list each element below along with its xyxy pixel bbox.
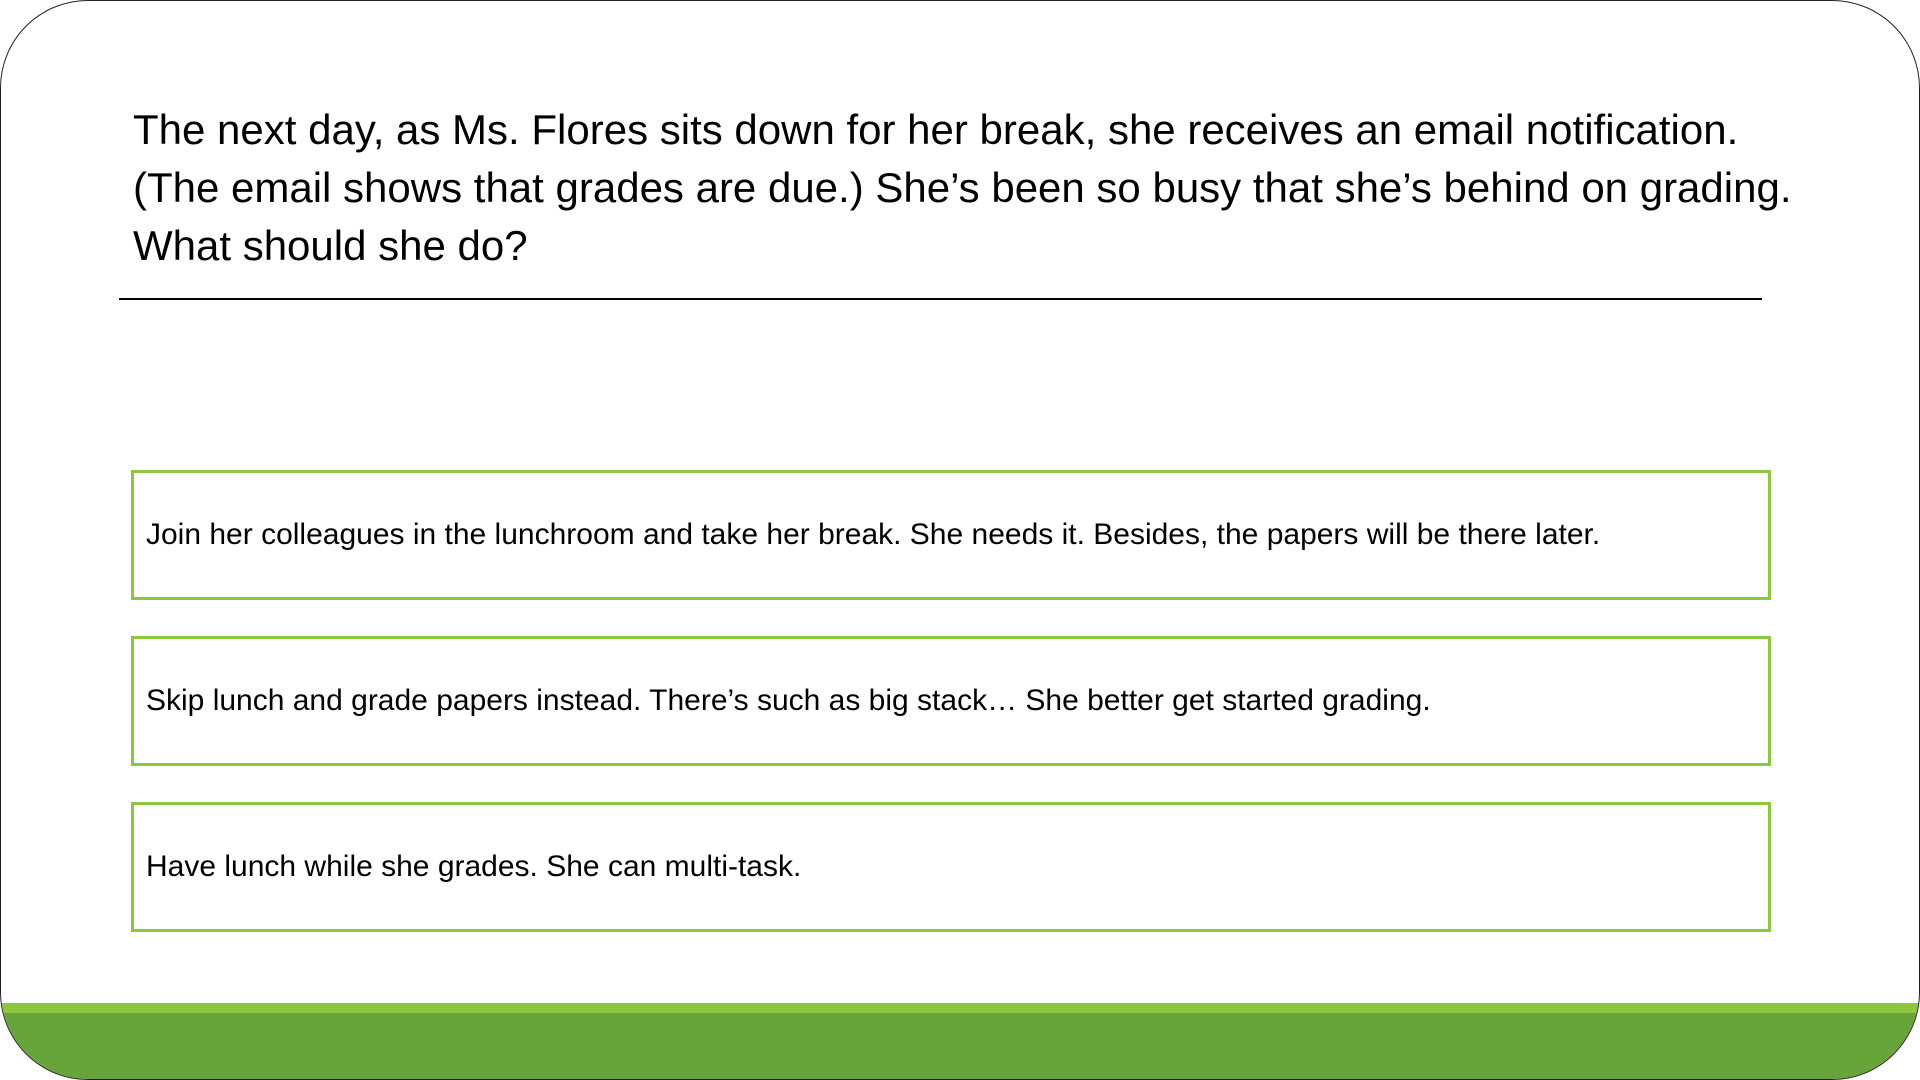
footer-band [1, 1013, 1919, 1080]
answer-option-3[interactable] [131, 802, 1771, 932]
answer-option-2[interactable] [131, 636, 1771, 766]
answer-option-1-label: Join her colleagues in the lunchroom and take her break. She needs it. Besides, the papers will be there later. [146, 518, 1601, 551]
answer-option-2-label: Skip lunch and grade papers instead. There’s such as big stack… She better get started grading. [146, 684, 1431, 717]
question-divider [119, 298, 1762, 300]
answer-option-1[interactable] [131, 470, 1771, 600]
question-text: The next day, as Ms. Flores sits down for her break, she receives an email notification. (The email shows that grades are due.) She’s been so busy that she’s behind on grading. What should she do? [133, 106, 1792, 269]
answer-option-3-label: Have lunch while she grades. She can multi-task. [146, 850, 802, 883]
